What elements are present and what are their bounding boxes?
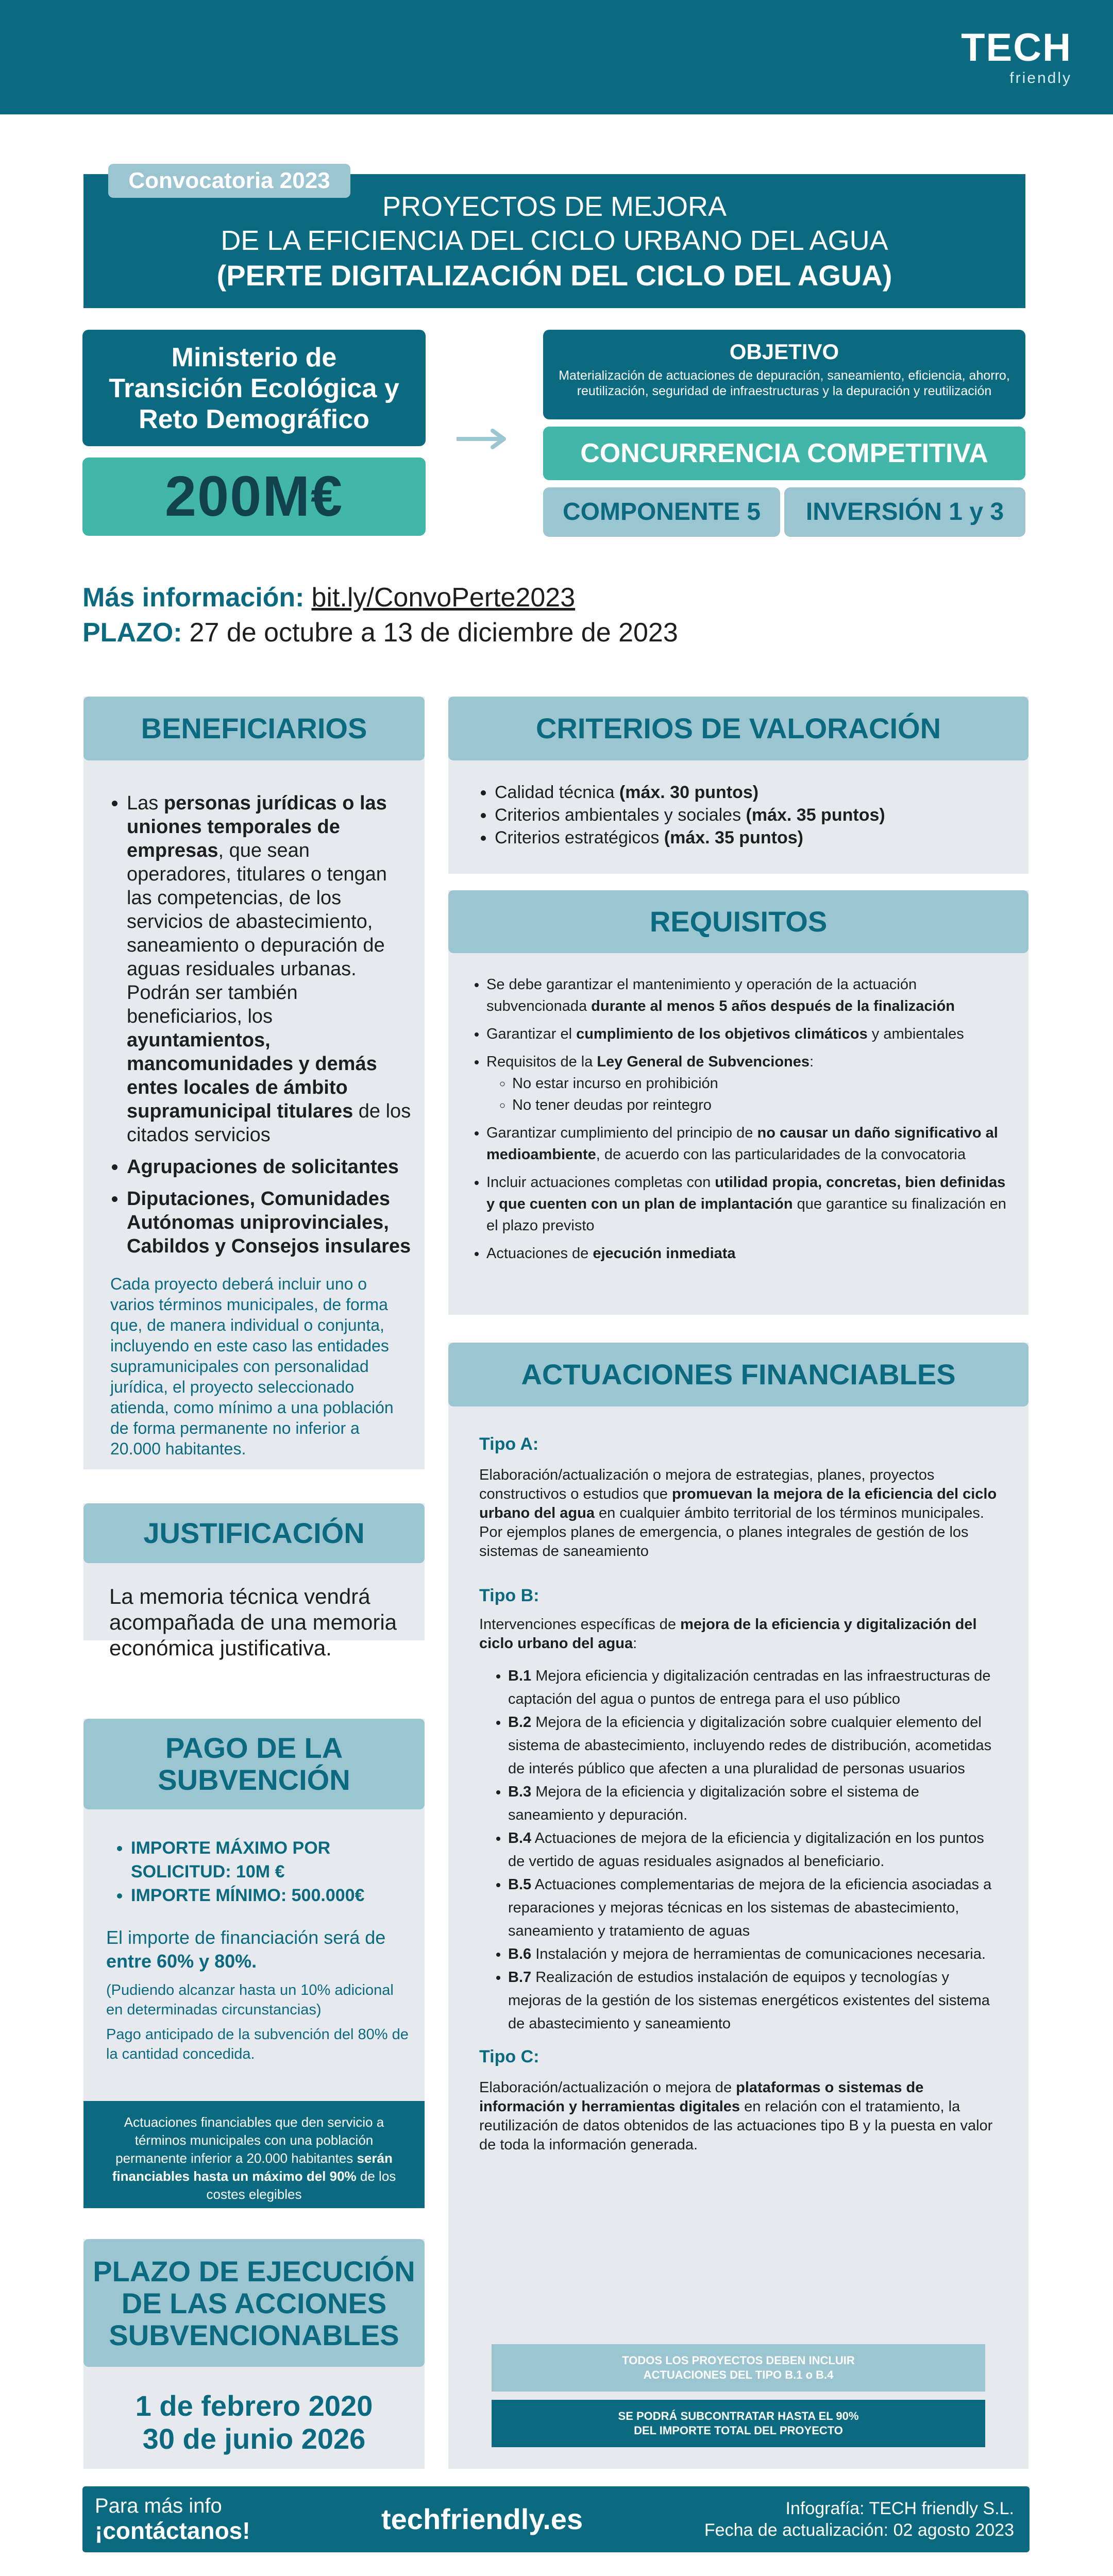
text-bold: (máx. 35 puntos) <box>746 805 885 825</box>
text-bold: Agrupaciones de solicitantes <box>127 1156 399 1178</box>
logo-text: TECH <box>961 26 1072 70</box>
list-item <box>486 1051 1008 1116</box>
title-line-1: PROYECTOS DE MEJORA <box>382 191 727 222</box>
plazo-ejecucion-title <box>83 2239 425 2367</box>
list-item <box>508 1966 998 2036</box>
tipo-a-heading: Tipo A: <box>479 1434 539 1454</box>
list-item <box>486 1243 1008 1264</box>
text-bold: (máx. 30 puntos) <box>619 783 759 802</box>
justificacion-panel <box>83 1503 425 1660</box>
footer <box>82 2486 1030 2552</box>
list-item <box>127 791 412 1147</box>
ministerio-line-2: Transición Ecológica y <box>109 374 399 403</box>
text-bold: plataformas o sistemas de información y herramientas digitales <box>479 2079 924 2115</box>
text-span: Incluir actuaciones completas con <box>486 1174 715 1191</box>
plazo-title-line-3: SUBVENCIONABLES <box>109 2319 399 2351</box>
item-code: B.2 <box>508 1714 532 1731</box>
top-banner <box>0 0 1113 114</box>
list-item <box>486 1122 1008 1165</box>
text-span: , de acuerdo con las particularidades de la convocatoria <box>596 1146 966 1163</box>
text-span: en relación con el tratamiento, la reutilización de datos obtenidos de las actuaciones tipo B y la puesta en valor de toda la información generada. <box>479 2098 993 2153</box>
item-code: B.5 <box>508 1876 532 1893</box>
text-bold: ejecución inmediata <box>593 1245 736 1262</box>
text-span: Se debe garantizar el mantenimiento y operación de la actuación subvencionada <box>486 976 917 1014</box>
pago-title-line-2: SUBVENCIÓN <box>158 1764 350 1796</box>
text-span: Intervenciones específicas de <box>479 1616 681 1633</box>
footer-contact-line-1: Para más info <box>95 2495 222 2517</box>
text-span: Criterios ambientales y sociales <box>495 805 746 825</box>
item-code: B.4 <box>508 1830 532 1846</box>
beneficiarios-note: Cada proyecto deberá incluir uno o varios términos municipales, de forma que, de manera individual o conjunta, incluyendo en este caso las entidades supramunicipales con personalidad jurídica, el proyecto seleccionado atienda, como mínimo a una población de forma permanente no inferior a 20.000 habitantes. <box>110 1275 394 1458</box>
item-text: Mejora de la eficiencia y digitalización sobre el sistema de saneamiento y depuración. <box>508 1784 919 1823</box>
text-span: en cualquier ámbito territorial de los términos municipales. Por ejemplos planes de emergencia, o planes integrales de gestión de los sistemas de saneamiento <box>479 1505 984 1560</box>
text-span: Garantizar cumplimiento del principio de <box>486 1125 757 1141</box>
text-span: El importe de financiación será de <box>106 1927 386 1948</box>
beneficiarios-list <box>83 760 425 1258</box>
item-code: B.3 <box>508 1784 532 1800</box>
plazo-fechas <box>83 2367 425 2455</box>
footer-contact-line-2: ¡contáctanos! <box>95 2517 250 2544</box>
pago-financiacion <box>83 1907 425 1973</box>
text-span: Elaboración/actualización o mejora de <box>479 2079 736 2096</box>
text-bold: durante al menos 5 años después de la finalización <box>591 998 955 1014</box>
text-bold: mejora de la eficiencia y digitalización del ciclo urbano del agua <box>479 1616 977 1652</box>
text-span: : <box>810 1054 814 1070</box>
text-bold: ayuntamientos, mancomunidades y demás entes locales de ámbito supramunicipal titulares <box>127 1029 377 1122</box>
requisitos-title: REQUISITOS <box>448 890 1028 953</box>
tipo-c-text <box>448 2078 1028 2155</box>
list-item <box>127 1187 412 1258</box>
list-item <box>127 1155 412 1179</box>
footer-credits <box>704 2498 1014 2541</box>
list-item: • IMPORTE MÁXIMO POR SOLICITUD: 10M € <box>131 1836 409 1884</box>
item-text: Instalación y mejora de herramientas de comunicaciones necesaria. <box>531 1946 986 1962</box>
ministerio-line-3: Reto Demográfico <box>139 404 369 434</box>
list-item <box>486 974 1008 1017</box>
pago-panel <box>83 1719 425 2208</box>
footer-contact <box>95 2494 250 2545</box>
techfriendly-logo[interactable] <box>961 28 1072 87</box>
criterios-panel <box>448 697 1028 874</box>
text-bold: no causar un daño significativo al medioambiente <box>486 1125 998 1163</box>
title-line-3: (PERTE DIGITALIZACIÓN DEL CICLO DEL AGUA) <box>216 259 892 292</box>
justificacion-text: La memoria técnica vendrá acompañada de una memoria económica justificativa. <box>109 1584 397 1660</box>
note-line: ACTUACIONES DEL TIPO B.1 o B.4 <box>643 2368 834 2381</box>
tipo-b-heading: Tipo B: <box>479 1586 539 1605</box>
note-box-tipo-b <box>492 2344 985 2392</box>
mas-informacion-label: Más información: <box>82 583 305 613</box>
plazo-fecha-inicio: 1 de febrero 2020 <box>135 2389 373 2422</box>
list-item <box>508 1943 998 1966</box>
footer-site-link[interactable]: techfriendly.es <box>381 2503 583 2535</box>
text-bold: utilidad propia, concretas, bien definidas y que cuenten con un plan de implantación <box>486 1174 1006 1212</box>
text-bold: entre 60% y 80%. <box>106 1951 257 1972</box>
footer-credit-line: Infografía: TECH friendly S.L. <box>785 2499 1014 2518</box>
convocatoria-tag: Convocatoria 2023 <box>108 164 350 198</box>
text-bold: promuevan la mejora de la eficiencia del ciclo urbano del agua <box>479 1486 997 1521</box>
tipo-b-list <box>448 1653 1028 2036</box>
text-span: Actuaciones financiables que den servicio a términos municipales con una población permanente inferior a 20.000 habitantes <box>115 2114 384 2166</box>
text-span: Las <box>127 792 164 814</box>
ministerio-line-1: Ministerio de <box>171 343 337 372</box>
ministerio-box <box>82 330 426 446</box>
text-bold: personas jurídicas o las uniones temporales de empresas <box>127 792 387 861</box>
item-text: Realización de estudios instalación de equipos y tecnologías y mejoras de la gestión de los sistemas energéticos existentes del sistema de abastecimiento y saneamiento <box>508 1969 990 2032</box>
text-span: Actuaciones de <box>486 1245 593 1262</box>
criterios-list <box>448 760 1028 849</box>
text-span: Criterios estratégicos <box>495 828 664 848</box>
arrow-right-icon <box>457 429 508 449</box>
text-span: Garantizar el <box>486 1026 577 1042</box>
actuaciones-title: ACTUACIONES FINANCIABLES <box>448 1343 1028 1406</box>
footer-date-line: Fecha de actualización: 02 agosto 2023 <box>704 2520 1014 2540</box>
list-item <box>508 1711 998 1781</box>
concurrencia-box: CONCURRENCIA COMPETITIVA <box>543 427 1025 480</box>
item-code: B.7 <box>508 1969 532 1986</box>
list-item <box>508 1873 998 1943</box>
pago-adicional: (Pudiendo alcanzar hasta un 10% adicional en determinadas circunstancias) <box>106 1982 394 2018</box>
componente-box: COMPONENTE 5 <box>543 487 780 537</box>
tipo-b-text <box>448 1615 1028 1653</box>
text-bold: Ley General de Subvenciones <box>597 1054 810 1070</box>
text-span: Elaboración/actualización o mejora de estrategias, planes, proyectos constructivos o estudios que <box>479 1467 935 1502</box>
text-bold: Diputaciones, Comunidades Autónomas uniprovinciales, Cabildos y Consejos insulares <box>127 1188 411 1257</box>
item-text: Actuaciones complementarias de mejora de la eficiencia asociadas a reparaciones y mejoras técnicas en los sistemas de abastecimiento, saneamiento y tratamiento de aguas <box>508 1876 992 1939</box>
text-span: que garantice su finalización en el plazo previsto <box>486 1196 1006 1234</box>
item-text: Mejora de la eficiencia y digitalización sobre cualquier elemento del sistema de abastecimiento, incluyendo redes de distribución, acometidas de interés público que afecten a una pluralidad de personas usuarios <box>508 1714 992 1777</box>
sub-list <box>486 1073 1008 1116</box>
list-item <box>508 1665 998 1711</box>
objetivo-box <box>543 330 1025 419</box>
beneficiarios-title: BENEFICIARIOS <box>83 697 425 760</box>
note-line: DEL IMPORTE TOTAL DEL PROYECTO <box>634 2424 843 2437</box>
text-span: Requisitos de la <box>486 1054 597 1070</box>
tipo-a-text <box>448 1466 1028 1561</box>
list-item: ◦ No estar incurso en prohibición <box>512 1073 1008 1094</box>
justificacion-title: JUSTIFICACIÓN <box>83 1503 425 1563</box>
requisitos-panel <box>448 890 1028 1315</box>
text-span: de los citados servicios <box>127 1100 411 1146</box>
note-line: SE PODRÁ SUBCONTRATAR HASTA EL 90% <box>618 2410 859 2422</box>
objetivo-description: Materialización de actuaciones de depuración, saneamiento, eficiencia, ahorro, reutilización, seguridad de infraestructuras y la depuración y reutilización <box>559 368 1010 398</box>
plazo-title-line-2: DE LAS ACCIONES <box>121 2287 387 2319</box>
item-text: Actuaciones de mejora de la eficiencia y digitalización en los puntos de vertido de aguas residuales asignados al beneficiario. <box>508 1830 984 1870</box>
text-span: y ambientales <box>867 1026 964 1042</box>
plazo-title-line-1: PLAZO DE EJECUCIÓN <box>93 2255 415 2287</box>
text-bold: serán financiables hasta un máximo del 90% <box>112 2150 393 2184</box>
plazo-label: PLAZO: <box>82 618 182 648</box>
text-span: , que sean operadores, titulares o tengan las competencias, de los servicios de abastecimiento, saneamiento o depuración de aguas residuales urbanas. Podrán ser también beneficiarios, los <box>127 840 387 1027</box>
plazo-value: 27 de octubre a 13 de diciembre de 2023 <box>189 618 678 648</box>
text-span: de los costes elegibles <box>206 2168 396 2202</box>
text-bold: (máx. 35 puntos) <box>664 828 803 848</box>
text-span: : <box>633 1635 637 1652</box>
actuaciones-panel <box>448 1343 1028 2469</box>
inversion-box: INVERSIÓN 1 y 3 <box>784 487 1025 537</box>
objetivo-title: OBJETIVO <box>729 340 839 364</box>
list-item <box>508 1781 998 1827</box>
mas-informacion-link[interactable]: bit.ly/ConvoPerte2023 <box>311 583 576 613</box>
amount-box: 200M€ <box>82 457 426 536</box>
list-item <box>495 826 1013 849</box>
pago-list <box>83 1809 425 1907</box>
title-line-2: DE LA EFICIENCIA DEL CICLO URBANO DEL AGUA <box>221 225 888 256</box>
mas-informacion <box>82 582 575 613</box>
item-code: B.6 <box>508 1946 532 1962</box>
note-line: TODOS LOS PROYECTOS DEBEN INCLUIR <box>622 2354 855 2367</box>
list-item <box>486 1023 1008 1045</box>
text-bold: cumplimiento de los objetivos climáticos <box>576 1026 868 1042</box>
item-code: B.1 <box>508 1668 532 1684</box>
pago-title <box>83 1719 425 1809</box>
pago-title-line-1: PAGO DE LA <box>165 1732 343 1764</box>
list-item <box>508 1827 998 1873</box>
plazo-fecha-fin: 30 de junio 2026 <box>142 2422 366 2455</box>
list-item <box>495 804 1013 826</box>
list-item: • IMPORTE MÍNIMO: 500.000€ <box>131 1884 409 1907</box>
tipo-c-heading: Tipo C: <box>479 2047 539 2066</box>
requisitos-list <box>448 953 1028 1264</box>
pago-nota-90 <box>83 2101 425 2208</box>
plazo-ejecucion-panel <box>83 2239 425 2469</box>
plazo-line <box>82 617 678 648</box>
item-text: Mejora eficiencia y digitalización centradas en las infraestructuras de captación del agua o puntos de entrega para el uso público <box>508 1668 991 1707</box>
logo-subtext: friendly <box>1009 70 1072 87</box>
criterios-title: CRITERIOS DE VALORACIÓN <box>448 697 1028 760</box>
beneficiarios-panel <box>83 697 425 1469</box>
text-span: Calidad técnica <box>495 783 619 802</box>
list-item <box>495 781 1013 804</box>
note-box-subcontratar <box>492 2400 985 2447</box>
list-item: ◦ No tener deudas por reintegro <box>512 1094 1008 1116</box>
list-item <box>486 1172 1008 1236</box>
pago-anticipado: Pago anticipado de la subvención del 80% de la cantidad concedida. <box>106 2026 409 2062</box>
